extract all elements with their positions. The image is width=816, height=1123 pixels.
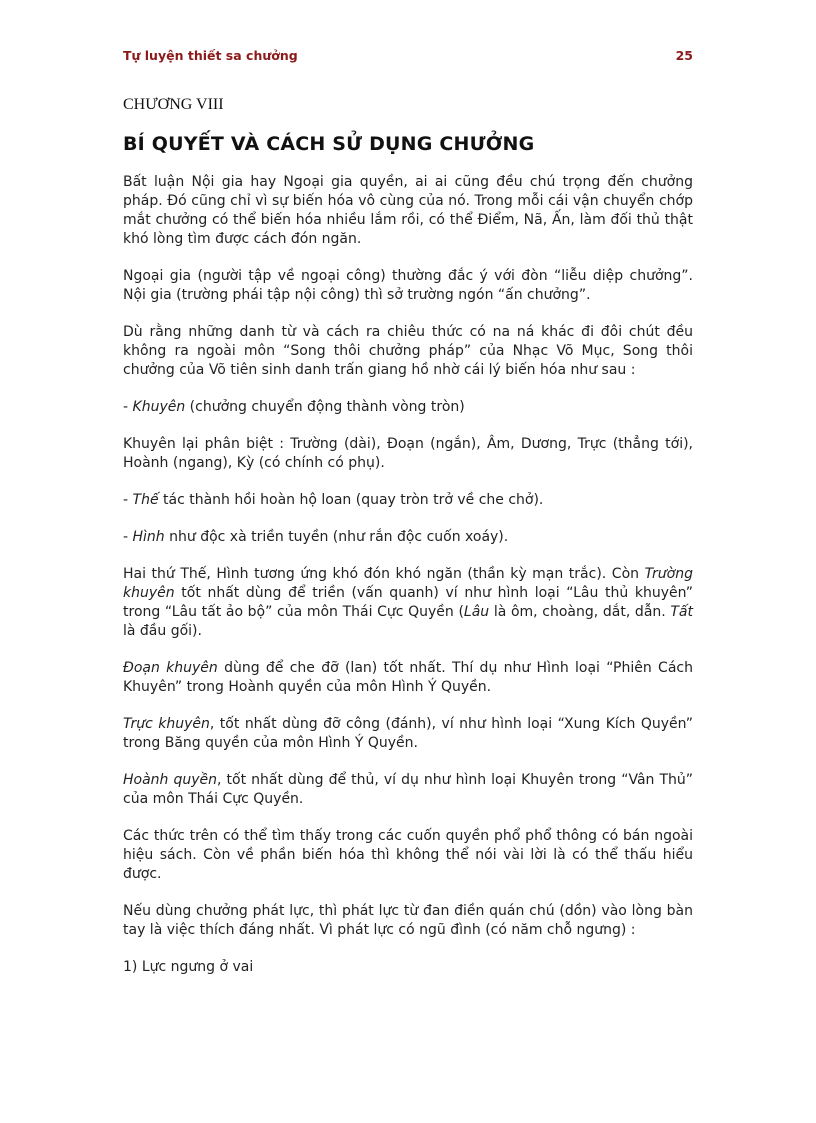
- paragraph: Dù rằng những danh từ và cách ra chiêu thức có na ná khác đi đôi chút đều không ra ngoài môn “Song thôi chưởng pháp” của Nhạc Võ Mục, Song thôi chưởng của Võ tiên sinh danh trấn giang hồ nhờ cái lý biến hóa như sau :: [123, 324, 693, 378]
- italic-term: Hình: [132, 529, 165, 545]
- italic-term: Khuyên: [132, 399, 186, 415]
- paragraph: [123, 491, 693, 510]
- paragraph: Các thức trên có thể tìm thấy trong các cuốn quyền phổ phổ thông có bán ngoài hiệu sách. Còn về phần biến hóa thì không thể nói vài lời là có thể thấu hiểu được.: [123, 828, 693, 882]
- paragraph: [123, 528, 693, 547]
- text-run: (chưởng chuyển động thành vòng tròn): [185, 399, 465, 415]
- book-title: Tự luyện thiết sa chưởng: [123, 48, 298, 63]
- paragraph: Khuyên lại phân biệt : Trường (dài), Đoạn (ngắn), Âm, Dương, Trực (thẳng tới), Hoành (ngang), Kỳ (có chính có phụ).: [123, 436, 693, 471]
- paragraph: [123, 771, 693, 809]
- chapter-label: CHƯƠNG VIII: [123, 96, 224, 113]
- paragraph: [123, 565, 693, 641]
- italic-term: Lâu: [463, 604, 490, 620]
- paragraph: Nếu dùng chưởng phát lực, thì phát lực từ đan điền quán chú (dồn) vào lòng bàn tay là việc thích đáng nhất. Vì phát lực có ngũ đình (có năm chỗ ngưng) :: [123, 903, 693, 938]
- paragraph: Bất luận Nội gia hay Ngoại gia quyền, ai ai cũng đều chú trọng đến chưởng pháp. Đó cũng chỉ vì sự biến hóa vô cùng của nó. Trong mỗi cái vận chuyển chớp mắt chưởng có thể biến hóa nhiều lắm rồi, có thể Điểm, Nã, Ấn, làm đối thủ thật khó lòng tìm được cách đón ngăn.: [123, 174, 693, 247]
- body-text: [123, 173, 693, 995]
- paragraph: [123, 398, 693, 417]
- text-run: dùng để che đỡ (lan) tốt nhất. Thí dụ như Hình loại “Phiên Cách Khuyên” trong Hoành quyền của môn Hình Ý Quyền.: [123, 660, 693, 695]
- text-run: Hai thứ Thế, Hình tương ứng khó đón khó ngăn (thần kỳ mạn trắc). Còn: [123, 566, 645, 582]
- text-run: , tốt nhất dùng để thủ, ví dụ như hình loại Khuyên trong “Vân Thủ” của môn Thái Cực Quyền.: [123, 772, 693, 807]
- italic-term: Đoạn khuyên: [123, 660, 218, 676]
- italic-term: Hoành quyền: [123, 772, 218, 788]
- text-run: là ôm, choàng, dắt, dẫn.: [489, 604, 671, 620]
- page-number: 25: [675, 48, 693, 63]
- paragraph: Ngoại gia (người tập về ngoại công) thường đắc ý với đòn “liễu diệp chưởng”. Nội gia (trường phái tập nội công) thì sở trường ngón “ấn chưởng”.: [123, 268, 693, 303]
- italic-term: Tất: [670, 604, 693, 620]
- paragraph: [123, 715, 693, 753]
- chapter-title: BÍ QUYẾT VÀ CÁCH SỬ DỤNG CHƯỞNG: [123, 133, 535, 155]
- text-run: , tốt nhất dùng đỡ công (đánh), ví như hình loại “Xung Kích Quyền” trong Băng quyền của môn Hình Ý Quyền.: [123, 716, 693, 751]
- text-run: -: [123, 492, 133, 508]
- text-run: -: [123, 529, 133, 545]
- text-run: tác thành hồi hoàn hộ loan (quay tròn trở về che chở).: [158, 492, 544, 508]
- italic-term: Trực khuyên: [123, 716, 210, 732]
- text-run: như độc xà triền tuyền (như rắn độc cuốn xoáy).: [164, 529, 509, 545]
- paragraph: [123, 659, 693, 697]
- italic-term: Thế: [132, 492, 159, 508]
- text-run: là đầu gối).: [123, 623, 202, 639]
- text-run: -: [123, 399, 133, 415]
- italic-term: Trường khuyên: [123, 566, 693, 601]
- paragraph: 1) Lực ngưng ở vai: [123, 959, 254, 975]
- text-run: tốt nhất dùng để triền (vấn quanh) ví như hình loại “Lâu thủ khuyên” trong “Lâu tất ảo bộ” của môn Thái Cực Quyền (: [123, 585, 693, 620]
